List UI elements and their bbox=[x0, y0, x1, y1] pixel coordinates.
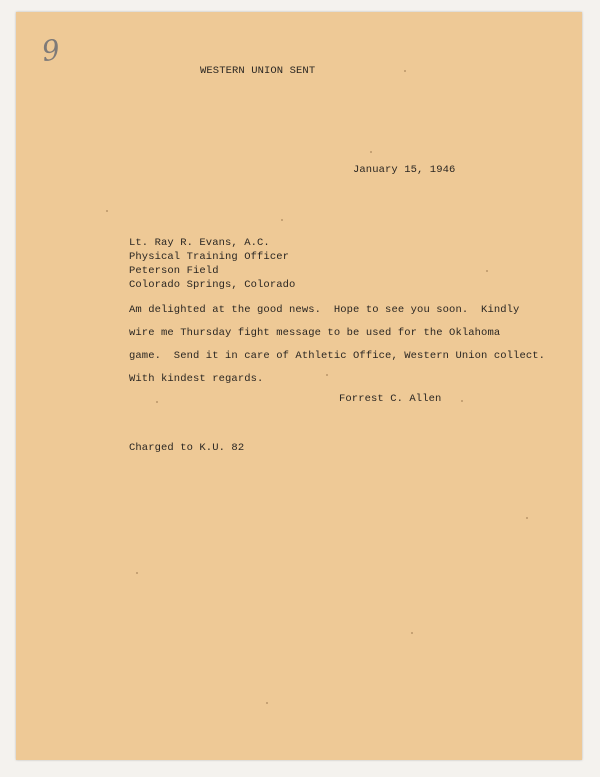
paper-speck bbox=[404, 70, 406, 72]
body-line-2: wire me Thursday fight message to be used for the Oklahoma bbox=[129, 327, 501, 339]
recipient-line-3: Peterson Field bbox=[129, 265, 219, 277]
handwritten-page-number: 9 bbox=[39, 32, 63, 69]
paper-speck bbox=[370, 151, 372, 153]
body-line-3: game. Send it in care of Athletic Office, Western Union collect. bbox=[129, 350, 546, 362]
paper-speck bbox=[486, 270, 488, 272]
paper-speck bbox=[281, 219, 283, 221]
body-line-4: With kindest regards. bbox=[129, 373, 264, 385]
body-line-1: Am delighted at the good news. Hope to see you soon. Kindly bbox=[129, 304, 520, 316]
paper-speck bbox=[266, 702, 268, 704]
paper-speck bbox=[106, 210, 108, 212]
paper-speck bbox=[461, 400, 463, 402]
recipient-line-1: Lt. Ray R. Evans, A.C. bbox=[129, 237, 270, 249]
recipient-line-2: Physical Training Officer bbox=[129, 251, 290, 263]
charge-note: Charged to K.U. 82 bbox=[129, 442, 245, 454]
recipient-line-4: Colorado Springs, Colorado bbox=[129, 279, 296, 291]
letter-header: WESTERN UNION SENT bbox=[200, 65, 316, 77]
letter-page bbox=[16, 12, 582, 760]
paper-speck bbox=[326, 374, 328, 376]
paper-speck bbox=[136, 572, 138, 574]
paper-speck bbox=[411, 632, 413, 634]
signature-line: Forrest C. Allen bbox=[339, 393, 442, 405]
paper-speck bbox=[526, 517, 528, 519]
paper-speck bbox=[156, 401, 158, 403]
letter-date: January 15, 1946 bbox=[353, 164, 456, 176]
